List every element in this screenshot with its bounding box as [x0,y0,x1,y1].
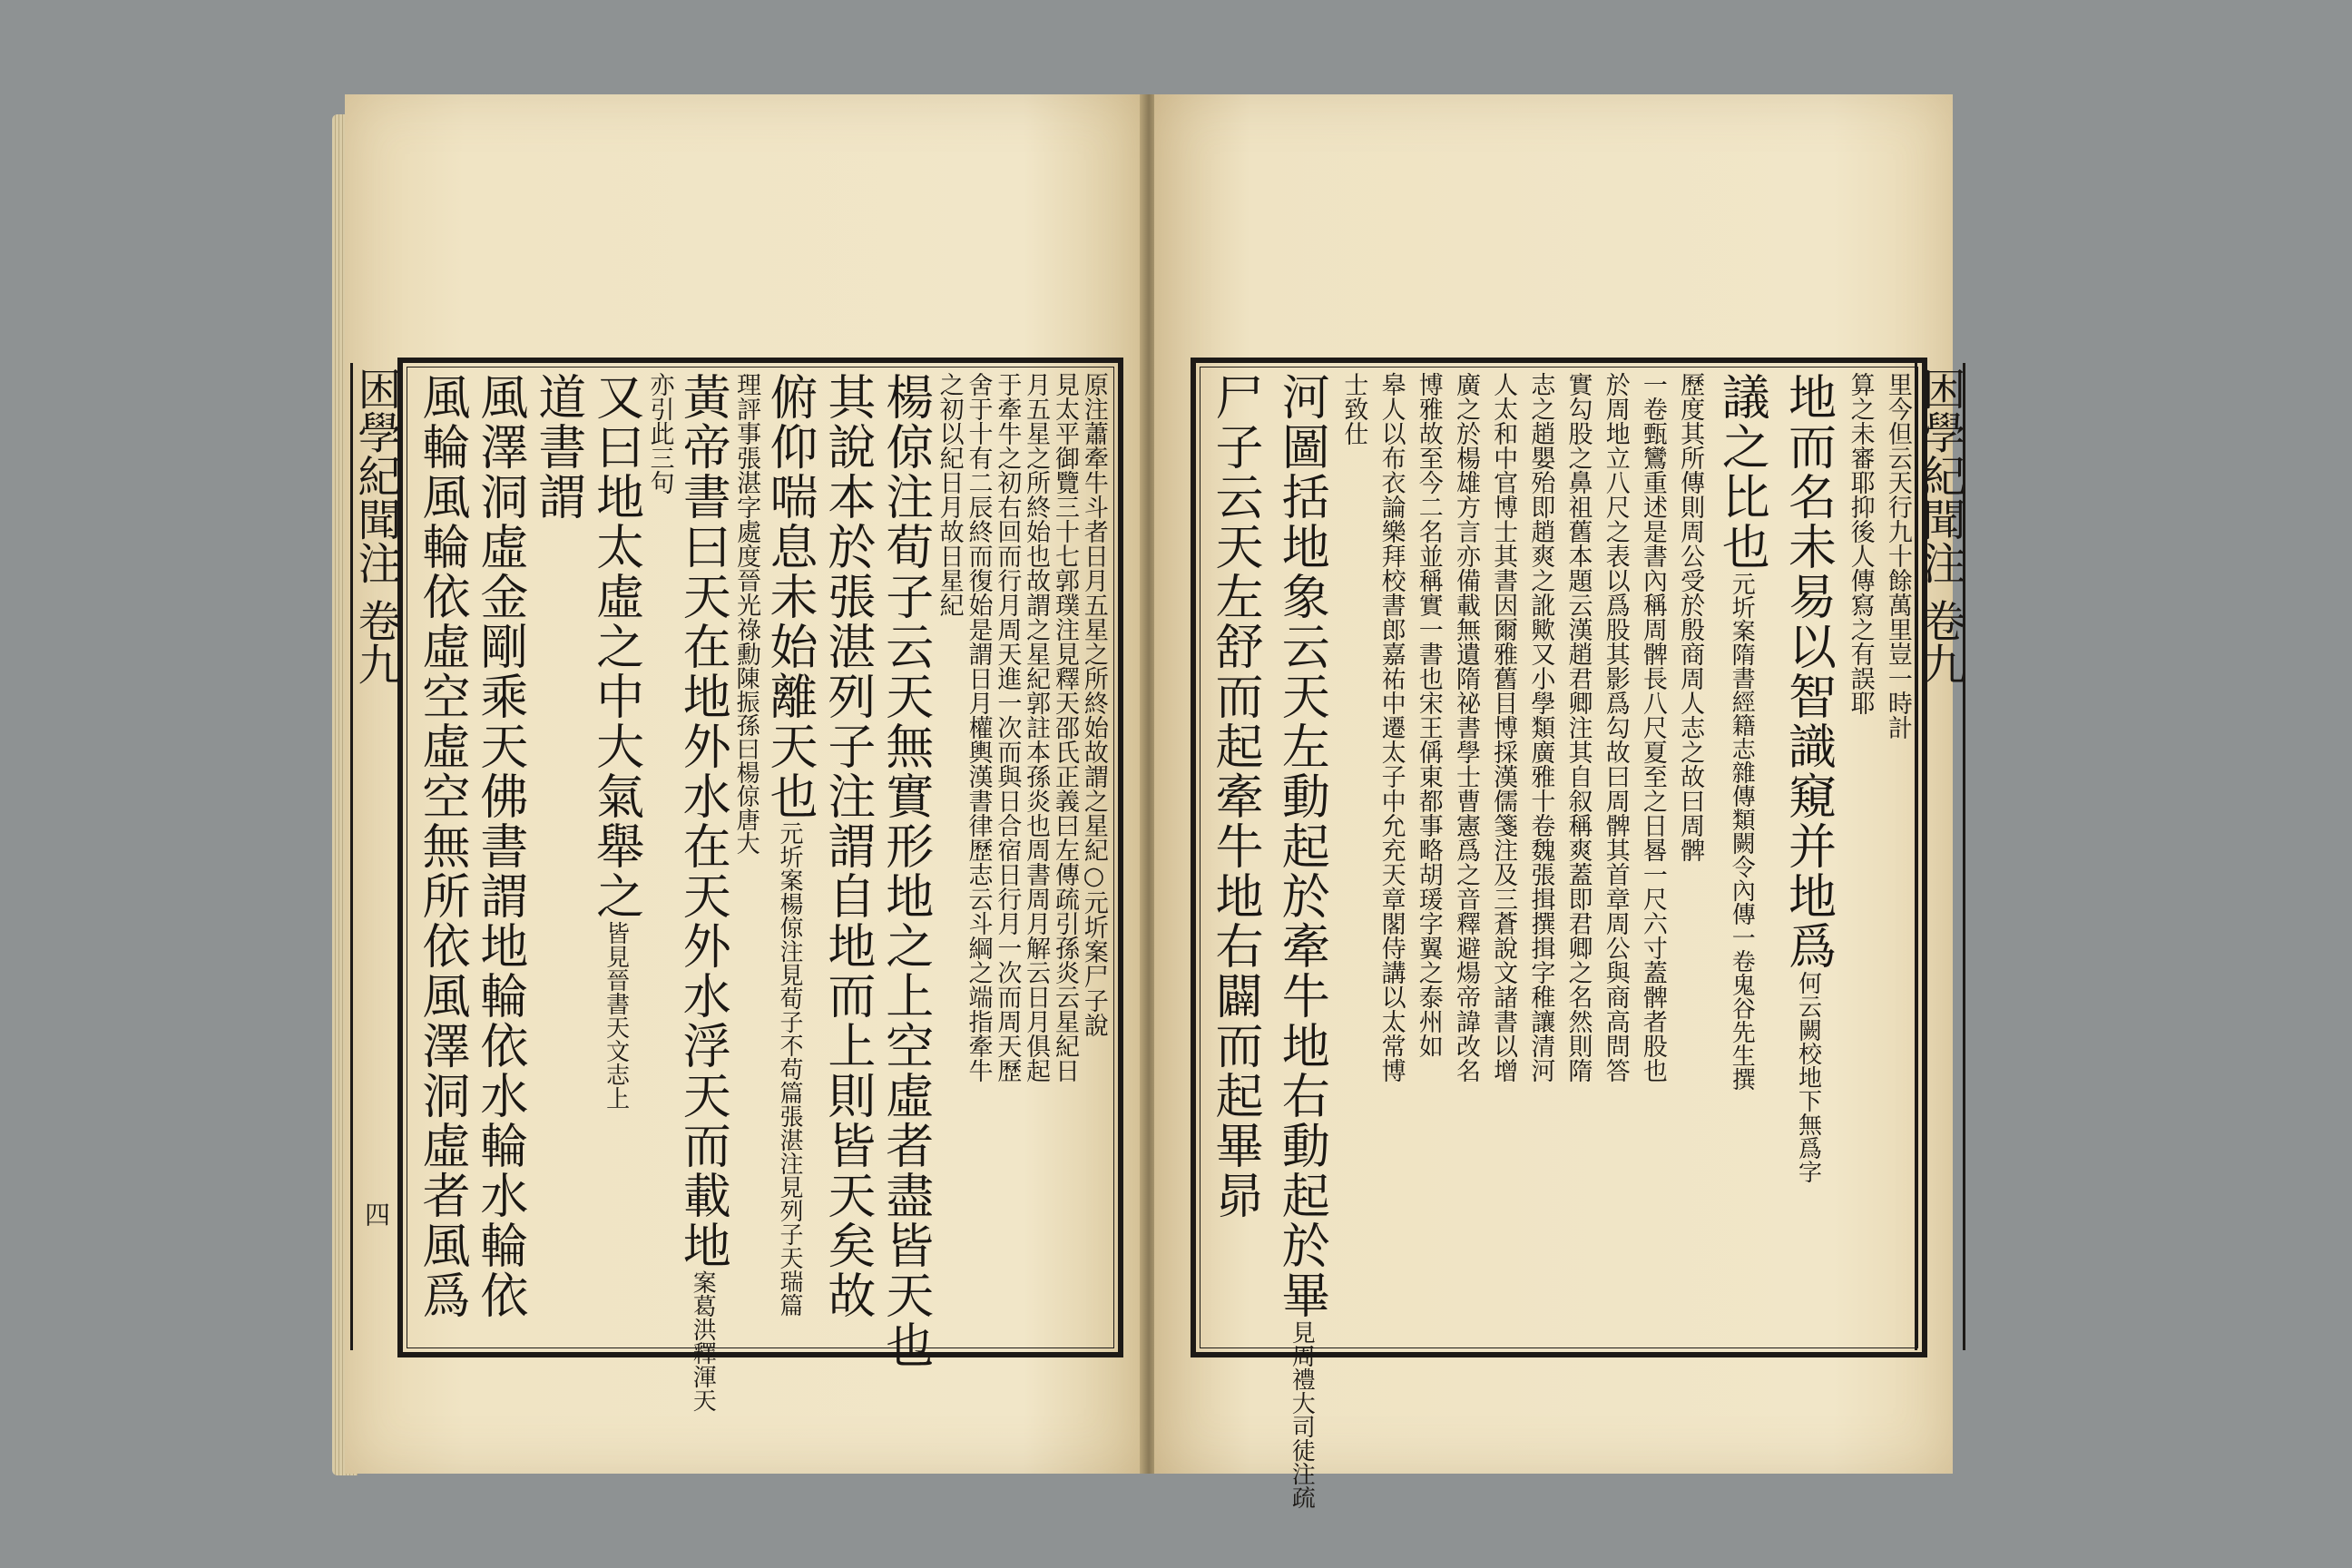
right-page-text-column [1847,372,1874,1343]
column-main-text: 實勾股之鼻祖舊本題云漢趙君卿注其自叙稱爽蓋即君卿之名然則隋 [1563,372,1592,1083]
right-page-columns [1207,372,1912,1509]
right-page-frame [1191,358,1927,1509]
column-main-text: 舍于十有二辰終而復始是謂日月權輿漢書律歷志云斗綱之端指牽牛 [964,372,993,1083]
column-main-text: 議之比也 [1714,372,1770,572]
column-main-text: 道書謂 [530,372,586,522]
left-page-folio: 四 [361,1201,391,1227]
column-main-text: 算之未審耶抑後人傳寫之有誤耶 [1846,372,1875,715]
right-page-text-column [1207,372,1263,1343]
left-page-text-column [472,372,528,1343]
column-main-text: 風澤洞虛金剛乘天佛書謂地輪依水輪水輪依 [472,372,528,1320]
column-main-text: 志之趙嬰殆即趙爽之訛歟又小學類廣雅十卷魏張揖撰揖字稚讓清河 [1526,372,1555,1083]
left-page-frame [397,358,1123,1412]
column-note-text: 元圻案隋書經籍志雜傳類闕令內傳一卷鬼谷先生撰 [1728,572,1756,1091]
column-main-text: 理評事張湛字處度晉光祿勳 [732,372,761,666]
right-page-text-column [1526,372,1553,1343]
left-page-text-column [732,372,760,1343]
column-main-text: 原注蕭牽牛斗者日月五星之所終始故謂之星紀○元圻案尸子說 [1079,372,1108,1037]
right-page-text-column [1779,372,1836,1343]
right-page [1154,94,1965,1509]
column-main-text: 尸子云天左舒而起牽牛地右闢而起畢昴 [1208,372,1263,1220]
column-main-text: 楊倞注荀子云天無實形地之上空虛者盡皆天也 [877,372,934,1370]
left-page-text-column [1051,372,1078,1343]
column-main-text: 俯仰喘息未始離天也 [762,372,818,821]
right-page-text-column [1377,372,1405,1343]
right-page-text-column [1339,372,1367,1343]
right-page-text-column [1602,372,1629,1343]
column-main-text: 歷度其所傳則周公受於殷商周人志之故曰周髀 [1676,372,1705,862]
column-main-text: 皋人以布衣論樂拜校書郎嘉祐中遷太子中允充天章閣侍講以太常博 [1377,372,1406,1083]
column-main-text: 其說本於張湛列子注謂自地而上則皆天矣故 [819,372,876,1320]
left-page-center-column: 困學紀聞注 卷九 [350,363,401,1350]
right-page-center-column: 困學紀聞注 卷九 [1915,363,1965,1350]
column-main-text: 廣之於楊雄方言亦備載無遺隋祕書學士曹憲爲之音釋避煬帝諱改名 [1451,372,1480,1083]
left-page-text-column [645,372,672,1343]
right-page-text-column [1564,372,1592,1343]
left-page-columns [414,372,1108,1412]
column-note-text: 元圻案楊倞注見荀子不苟篇張湛注見列子天瑞篇 [776,821,804,1317]
left-page-text-column [936,372,963,1343]
left-page-text-column [877,372,934,1370]
open-book [345,94,1965,1509]
column-main-text: 士致仕 [1339,372,1368,446]
column-note-text: 陳振孫曰楊倞唐大 [732,666,760,855]
column-main-text: 于牽牛之初右回而行月周天進一次而與日合宿日行月一次而周天歷 [993,372,1022,1083]
column-note-text: 見周禮大司徒注疏 [1288,1320,1316,1509]
left-page-text-column [819,372,876,1343]
column-note-text: 皆見晉書天文志上 [602,921,630,1110]
left-page-text-column [414,372,470,1343]
right-page-text-column [1489,372,1516,1343]
column-main-text: 於周地立八尺之表以爲股其影爲勾故曰周髀其首章周公與商高問答 [1601,372,1630,1083]
column-main-text: 見太平御覽三十七郭璞注見釋天邵氏正義曰左傳疏引孫炎云星紀日 [1051,372,1080,1083]
left-page [345,94,1143,1474]
column-main-text: 之初以紀日月故日星紀 [935,372,964,617]
left-page-text-column [993,372,1020,1343]
column-note-text: 案葛洪釋渾天 [689,1270,717,1412]
left-page-text-column [588,372,644,1343]
left-page-text-column [530,372,586,1343]
column-main-text: 地而名未易以智識窺并地爲 [1780,372,1837,971]
right-page-text-column [1415,372,1442,1343]
column-main-text: 風輪風輪依虛空虛空無所依風澤洞虛者風爲 [415,372,470,1320]
left-page-text-column [1022,372,1049,1343]
column-main-text: 一卷甄鸞重述是書內稱周髀長八尺夏至之日晷一尺六寸蓋髀者股也 [1638,372,1667,1083]
right-page-text-column [1452,372,1479,1343]
column-main-text: 月五星之所終始也故謂之星紀郭註本孫炎也周書周月解云日月俱起 [1022,372,1051,1083]
column-main-text: 里今但云天行九十餘萬里豈一時計 [1883,372,1912,740]
right-page-text-column [1639,372,1666,1343]
column-note-text: 何云闕校地下無爲字 [1794,971,1822,1183]
column-main-text: 人太和中官博士其書因爾雅舊目博採漢儒箋注及三蒼說文諸書以增 [1489,372,1518,1083]
right-page-text-column [1884,372,1911,1343]
column-main-text: 博雅故至今二名並稱實一書也宋王偁東都事略胡瑗字翼之泰州如 [1414,372,1443,1058]
right-page-text-column [1713,372,1769,1343]
column-main-text: 黃帝書曰天在地外水在天外水浮天而載地 [675,372,731,1270]
column-main-text: 亦引此三句 [645,372,674,495]
column-main-text: 河圖括地象云天左動起於牽牛地右動起於畢 [1274,372,1330,1320]
left-page-text-column [761,372,818,1343]
left-page-text-column [1080,372,1107,1343]
left-page-text-column [674,372,731,1412]
right-page-text-column [1273,372,1330,1509]
column-main-text: 又曰地太虛之中大氣舉之 [588,372,644,921]
left-page-text-column [964,372,991,1343]
right-page-text-column [1676,372,1703,1343]
